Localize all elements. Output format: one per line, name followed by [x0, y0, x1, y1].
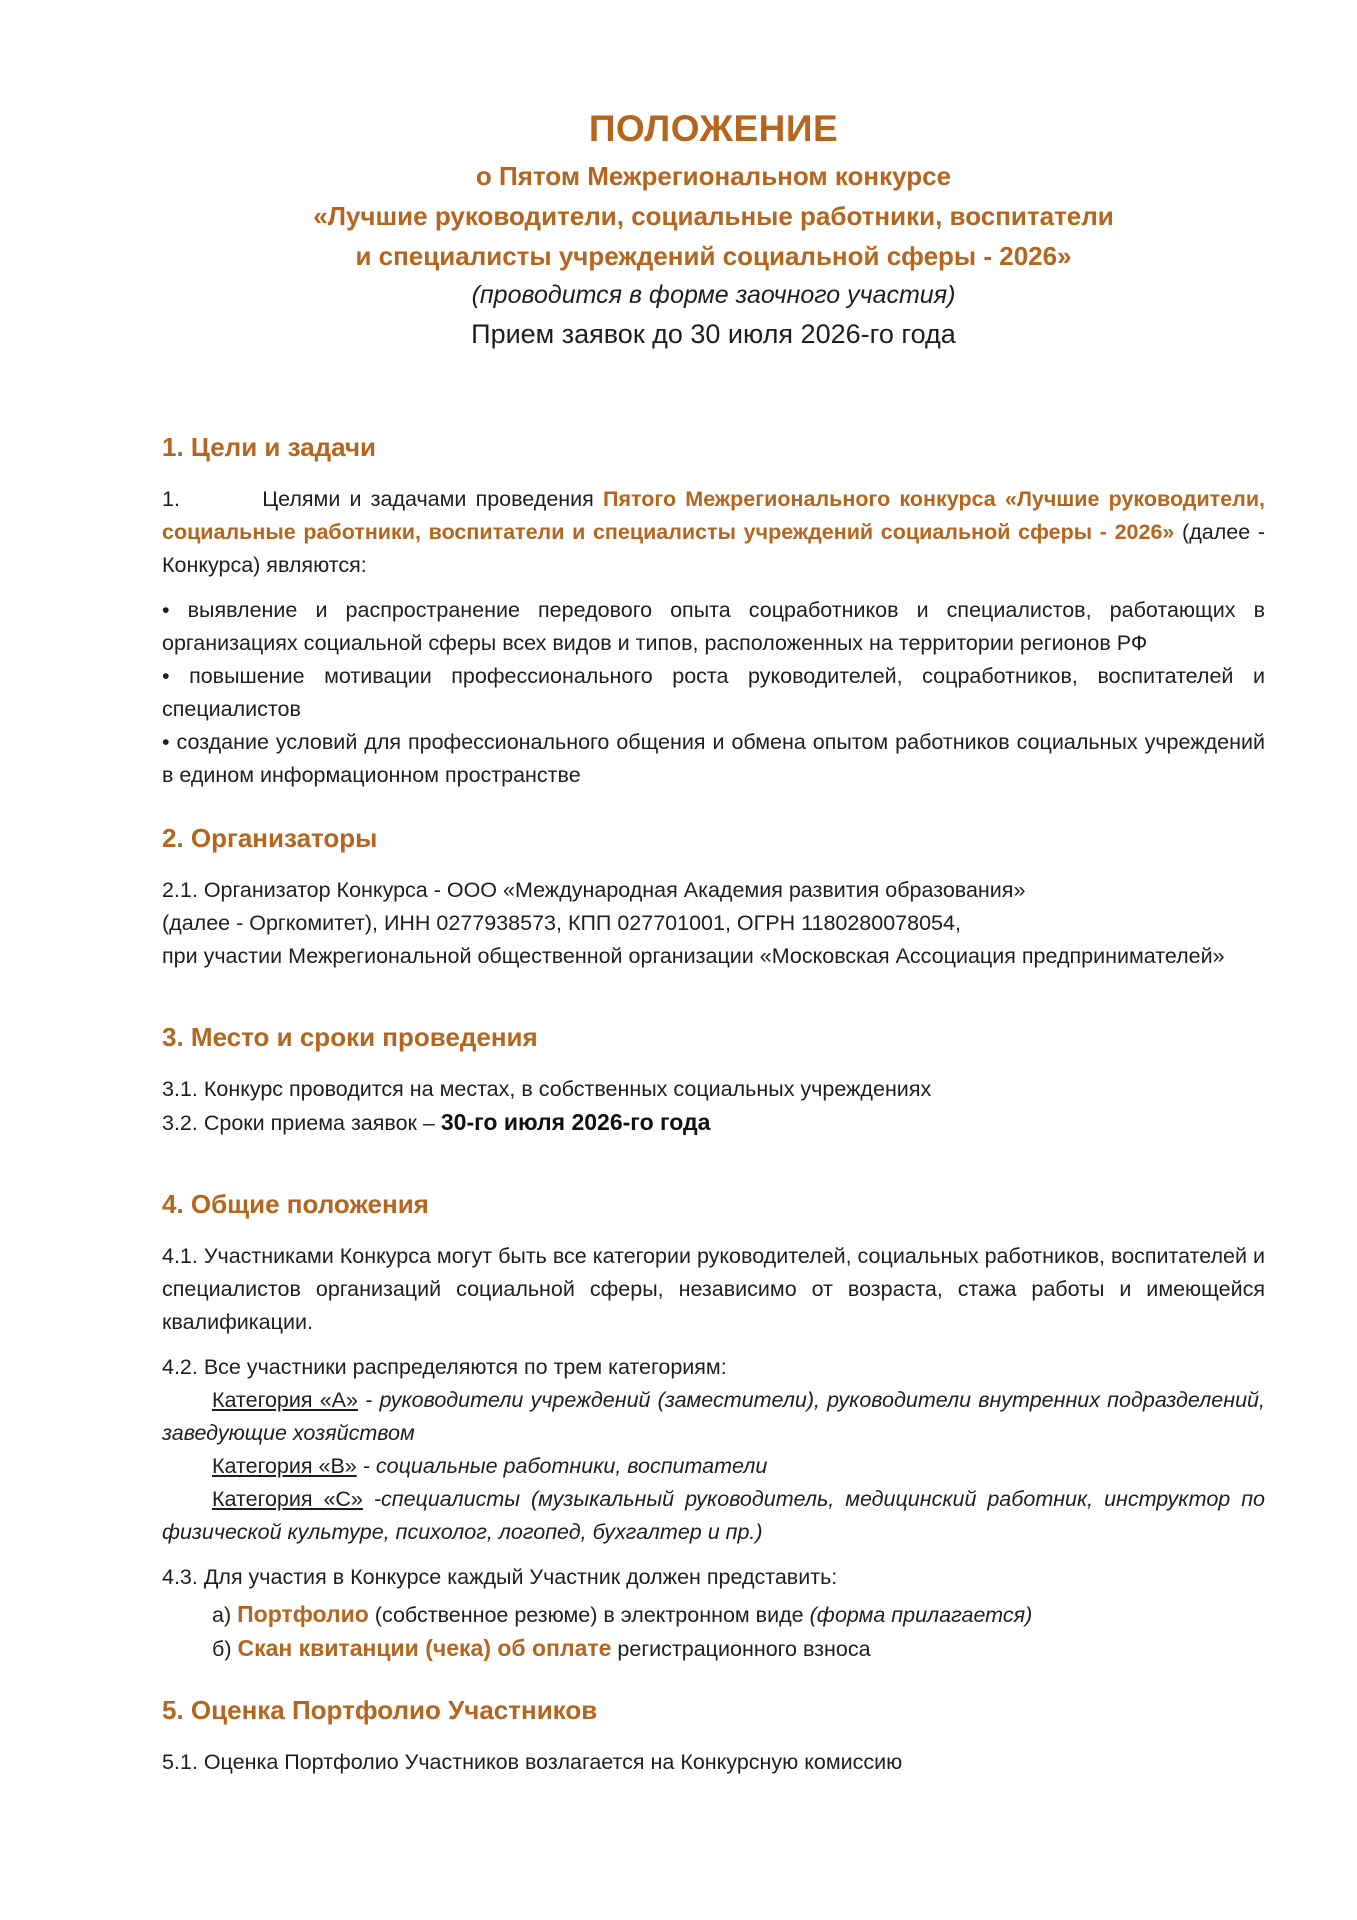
contest-name-highlight: Пятого Межрегионального конкурса «Лучшие руководители, социальные работники, воспитатели и специалисты учреждений социальной сферы - 2026» [162, 487, 1266, 544]
organizer-line-2: (далее - Оргкомитет), ИНН 0277938573, КПП 027701001, ОГРН 1180280078054, [162, 911, 961, 935]
general-item-4-3: 4.3. Для участия в Конкурсе каждый Участник должен представить: [162, 1565, 838, 1589]
document-title: ПОЛОЖЕНИЕ [588, 108, 839, 149]
goal-bullet-3: • создание условий для профессионального общения и обмена опытом работников социальных учреждений в едином информационном пространстве [162, 730, 1265, 787]
requirement-a [162, 1598, 1265, 1632]
section-evaluation [162, 1692, 1265, 1779]
dates-item [162, 1106, 1265, 1140]
goals-intro [162, 483, 1265, 582]
section-heading-goals: 1. Цели и задачи [162, 432, 377, 462]
deadline-line: Прием заявок до 30 июля 2026-го года [471, 319, 956, 349]
section-heading-general: 4. Общие положения [162, 1189, 429, 1219]
category-b [162, 1450, 1265, 1483]
section-heading-evaluation: 5. Оценка Портфолио Участников [162, 1695, 598, 1725]
requirement-b-text: регистрационного взноса [617, 1637, 871, 1661]
section-heading-organizers: 2. Организаторы [162, 823, 378, 853]
subtitle-line-3: и специалисты учреждений социальной сферы - 2026» [355, 241, 1072, 271]
section-goals [162, 429, 1265, 792]
general-item-4-1: 4.1. Участниками Конкурса могут быть все категории руководителей, социальных работников, воспитателей и специалистов организаций социальной сферы, независимо от возраста, стажа работы и имеющейся квалификации. [162, 1244, 1265, 1334]
goals-intro-number: 1. [162, 487, 180, 511]
category-c-text: -специалисты (музыкальный руководитель, медицинский работник, инструктор по физической культуре, психолог, логопед, бухгалтер и пр.) [162, 1487, 1265, 1544]
category-c [162, 1483, 1265, 1549]
section-organizers [162, 820, 1265, 973]
goal-bullet-1: • выявление и распространение передового опыта соцработников и специалистов, работающих в организациях социальной сферы всех видов и типов, расположенных на территории регионов РФ [162, 598, 1265, 655]
category-b-label: Категория «В» [212, 1454, 357, 1478]
category-a [162, 1384, 1265, 1450]
category-a-label: Категория «А» [212, 1388, 358, 1412]
evaluation-item-5-1: 5.1. Оценка Портфолио Участников возлагается на Конкурсную комиссию [162, 1750, 903, 1774]
requirement-a-text: (собственное резюме) в электронном виде [374, 1603, 804, 1627]
requirement-a-prefix: а) [212, 1603, 232, 1627]
category-b-text: - социальные работники, воспитатели [356, 1454, 768, 1478]
section-heading-place-dates: 3. Место и сроки проведения [162, 1022, 538, 1052]
goals-intro-pre: Целями и задачами проведения [262, 487, 594, 511]
requirement-b-prefix: б) [212, 1637, 232, 1661]
participation-note: (проводится в форме заочного участия) [471, 281, 956, 309]
requirement-b [162, 1632, 1265, 1666]
section-general [162, 1186, 1265, 1666]
organizer-line-1: 2.1. Организатор Конкурса - ООО «Международная Академия развития образования» [162, 878, 1026, 902]
dates-item-label: 3.2. Сроки приема заявок – [162, 1111, 435, 1135]
general-item-4-2: 4.2. Все участники распределяются по трем категориям: [162, 1355, 727, 1379]
requirement-b-highlight: Скан квитанции (чека) об оплате [237, 1635, 612, 1661]
place-item: 3.1. Конкурс проводится на местах, в собственных социальных учреждениях [162, 1077, 932, 1101]
document-header [162, 108, 1265, 354]
dates-item-value: 30-го июля 2026-го года [440, 1109, 711, 1135]
category-a-text: - руководители учреждений (заместители), руководители внутренних подразделений, заведующие хозяйством [162, 1388, 1265, 1445]
organizer-line-3: при участии Межрегиональной общественной организации «Московская Ассоциация предпринимателей» [162, 944, 1225, 968]
goal-bullet-2: • повышение мотивации профессионального роста руководителей, соцработников, воспитателей и специалистов [162, 664, 1265, 721]
category-c-label: Категория «С» [212, 1487, 363, 1511]
goals-intro-post: (далее - Конкурса) являются: [162, 520, 1265, 577]
requirement-a-highlight: Портфолио [237, 1601, 369, 1627]
subtitle-line-1: о Пятом Межрегиональном конкурсе [475, 161, 952, 191]
requirement-a-italic: (форма прилагается) [809, 1603, 1033, 1627]
section-place-dates [162, 1019, 1265, 1140]
subtitle-line-2: «Лучшие руководители, социальные работники, воспитатели [313, 201, 1114, 231]
